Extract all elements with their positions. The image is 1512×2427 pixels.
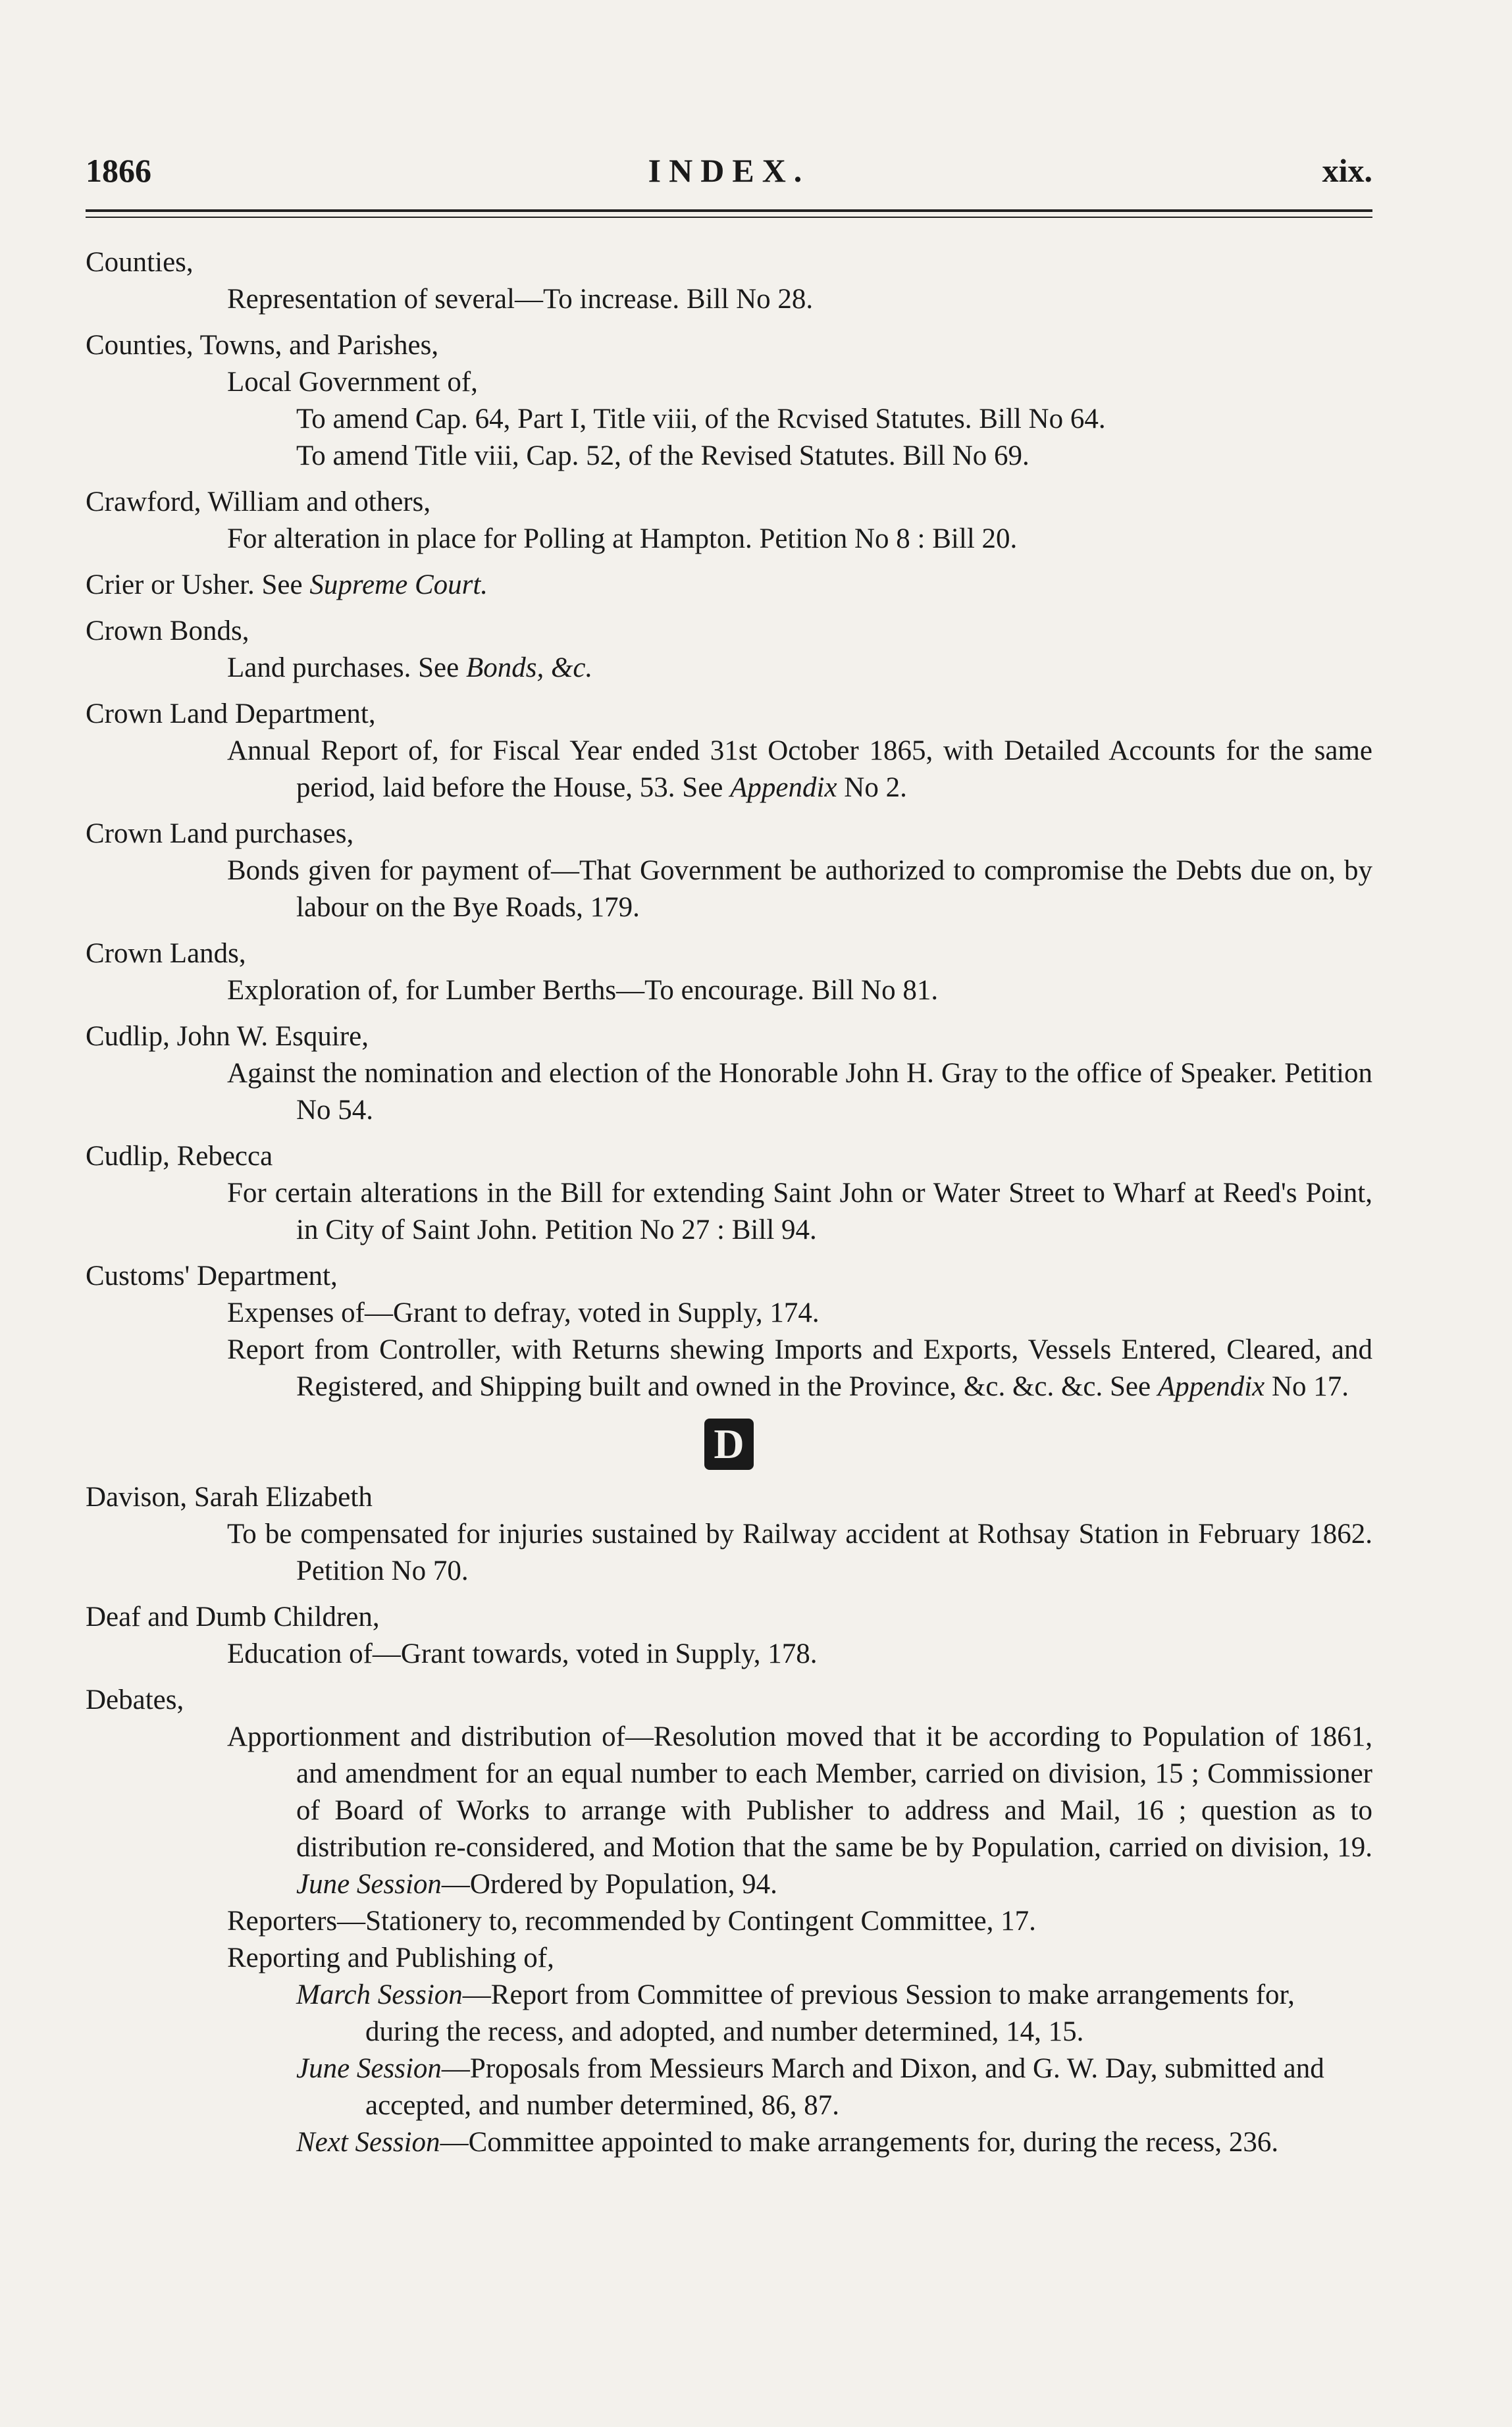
entry-heading (86, 1258, 1372, 1295)
entry-heading-text: Crier or Usher. See (86, 569, 310, 600)
entry-text: Exploration of, for Lumber Berths—To encourage. Bill No 81. (227, 975, 939, 1006)
subentry (227, 852, 1372, 926)
subentry (227, 733, 1372, 806)
entry-text: To amend Cap. 64, Part I, Title viii, of the Rcvised Statutes. Bill No 64. (296, 404, 1106, 434)
index-entry (86, 696, 1372, 806)
subentry (227, 972, 1372, 1009)
entry-text: —Report from Committee of previous Session to make arrangements for, during the recess, and adopted, and number determined, 14, 15. (365, 1979, 1295, 2047)
entry-heading (86, 1682, 1372, 1719)
subentry (227, 1636, 1372, 1673)
entry-text: No 2. (837, 772, 907, 803)
entry-heading-text: Cudlip, John W. Esquire, (86, 1021, 369, 1052)
entry-text: No 17. (1264, 1371, 1349, 1402)
subentry (227, 521, 1372, 558)
entry-heading-text: Crown Lands, (86, 938, 246, 969)
italic-text: Bonds, &c. (465, 652, 593, 683)
italic-text: Appendix (1157, 1371, 1265, 1402)
entry-heading (86, 696, 1372, 733)
subentry (227, 281, 1372, 318)
header-page-number: xix. (1322, 152, 1372, 189)
subentry (227, 1903, 1372, 1940)
entry-heading-text: Crown Land purchases, (86, 818, 354, 849)
italic-text: June Session (296, 1869, 442, 1900)
entry-heading-text: Customs' Department, (86, 1261, 338, 1292)
subentry (227, 1055, 1372, 1129)
subentry (227, 1175, 1372, 1249)
page-header (86, 151, 1372, 197)
entry-text: Education of—Grant towards, voted in Supply, 178. (227, 1638, 818, 1669)
index-entry (86, 935, 1372, 1009)
index-entry (86, 1599, 1372, 1673)
subentry (227, 364, 1372, 401)
entry-text: Reporting and Publishing of, (227, 1943, 554, 1973)
entry-heading-text: Counties, Towns, and Parishes, (86, 330, 439, 361)
sub-subentry (296, 2050, 1372, 2124)
entry-text: For alteration in place for Polling at Hampton. Petition No 8 : Bill 20. (227, 523, 1018, 554)
italic-text: Appendix (730, 772, 837, 803)
entry-text: Land purchases. See (227, 652, 466, 683)
sub-subentry (296, 438, 1372, 475)
entry-heading (86, 816, 1372, 852)
index-entry (86, 567, 1372, 604)
italic-text: March Session (296, 1979, 463, 2010)
entry-text: Apportionment and distribution of—Resolution moved that it be according to Population of 1861, and amendment for an equal number to each Member, carried on division, 15 ; Commissioner of Board of Works to arrange with Publisher to address and Mail, 16 ; question as to distribution re-considered, and Motion that the same be by Population, carried on division, 19. (227, 1721, 1372, 1863)
index-entry (86, 1479, 1372, 1590)
entry-heading-text: Crawford, William and others, (86, 486, 431, 517)
entry-heading (86, 1599, 1372, 1636)
index-entry (86, 816, 1372, 926)
entry-text: Reporters—Stationery to, recommended by Contingent Committee, 17. (227, 1906, 1036, 1937)
entry-heading-reference: Supreme Court. (309, 569, 488, 600)
entry-heading-text: Debates, (86, 1684, 184, 1715)
entry-text: —Ordered by Population, 94. (441, 1869, 777, 1900)
entry-heading-text: Crown Land Department, (86, 698, 376, 729)
entry-heading-text: Cudlip, Rebecca (86, 1141, 273, 1172)
index-page (86, 151, 1372, 2170)
entry-heading-text: Counties, (86, 247, 194, 278)
index-entry (86, 613, 1372, 687)
index-entry (86, 1258, 1372, 1405)
entry-text: To be compensated for injuries sustained by Railway accident at Rothsay Station in February 1862. Petition No 70. (227, 1519, 1372, 1586)
sub-subentry (296, 2124, 1372, 2161)
entry-heading (86, 935, 1372, 972)
entry-text: Bonds given for payment of—That Government be authorized to compromise the Debts due on, by labour on the Bye Roads, 179. (227, 855, 1372, 923)
entry-text: Local Government of, (227, 367, 478, 398)
section-letter (86, 1415, 1372, 1474)
subentry (227, 1332, 1372, 1405)
subentry (227, 1940, 1372, 1977)
entry-text: Representation of several—To increase. Bill No 28. (227, 284, 814, 315)
italic-text: June Session (296, 2053, 442, 2084)
entry-heading (86, 567, 1372, 604)
entry-text: Annual Report of, for Fiscal Year ended 31st October 1865, with Detailed Accounts for the same period, laid before the House, 53. See (227, 735, 1372, 803)
entry-text: To amend Title viii, Cap. 52, of the Revised Statutes. Bill No 69. (296, 440, 1030, 471)
entry-heading (86, 1018, 1372, 1055)
entry-heading-text: Crown Bonds, (86, 615, 249, 646)
entry-text: Report from Controller, with Returns shewing Imports and Exports, Vessels Entered, Cleared, and Registered, and Shipping built and owned in the Province, &c. &c. &c. See (227, 1334, 1372, 1402)
sub-subentry (296, 401, 1372, 438)
index-entry (86, 1138, 1372, 1249)
header-rule (86, 209, 1372, 218)
entry-text: Against the nomination and election of the Honorable John H. Gray to the office of Speaker. Petition No 54. (227, 1058, 1372, 1126)
entry-heading (86, 327, 1372, 364)
index-entry (86, 484, 1372, 558)
index-entries (86, 244, 1372, 2161)
index-entry (86, 244, 1372, 318)
section-letter-glyph: D (704, 1419, 753, 1470)
entry-text: —Proposals from Messieurs March and Dixon, and G. W. Day, submitted and accepted, and number determined, 86, 87. (365, 2053, 1324, 2121)
entry-heading (86, 1479, 1372, 1516)
entry-heading-text: Deaf and Dumb Children, (86, 1602, 380, 1632)
index-entry (86, 1682, 1372, 2161)
subentry (227, 1516, 1372, 1590)
entry-text: Expenses of—Grant to defray, voted in Supply, 174. (227, 1297, 820, 1328)
entry-text: For certain alterations in the Bill for extending Saint John or Water Street to Wharf at Reed's Point, in City of Saint John. Petition No 27 : Bill 94. (227, 1178, 1372, 1245)
header-title: INDEX. (648, 152, 810, 189)
index-entry (86, 1018, 1372, 1129)
entry-heading (86, 244, 1372, 281)
entry-heading-text: Davison, Sarah Elizabeth (86, 1482, 373, 1513)
subentry (227, 1295, 1372, 1332)
subentry (227, 1719, 1372, 1903)
entry-text: —Committee appointed to make arrangements for, during the recess, 236. (440, 2127, 1279, 2158)
entry-heading (86, 484, 1372, 521)
index-entry (86, 327, 1372, 475)
sub-subentry (296, 1977, 1372, 2050)
italic-text: Next Session (296, 2127, 440, 2158)
entry-heading (86, 613, 1372, 650)
header-year: 1866 (86, 152, 151, 189)
entry-heading (86, 1138, 1372, 1175)
subentry (227, 650, 1372, 687)
